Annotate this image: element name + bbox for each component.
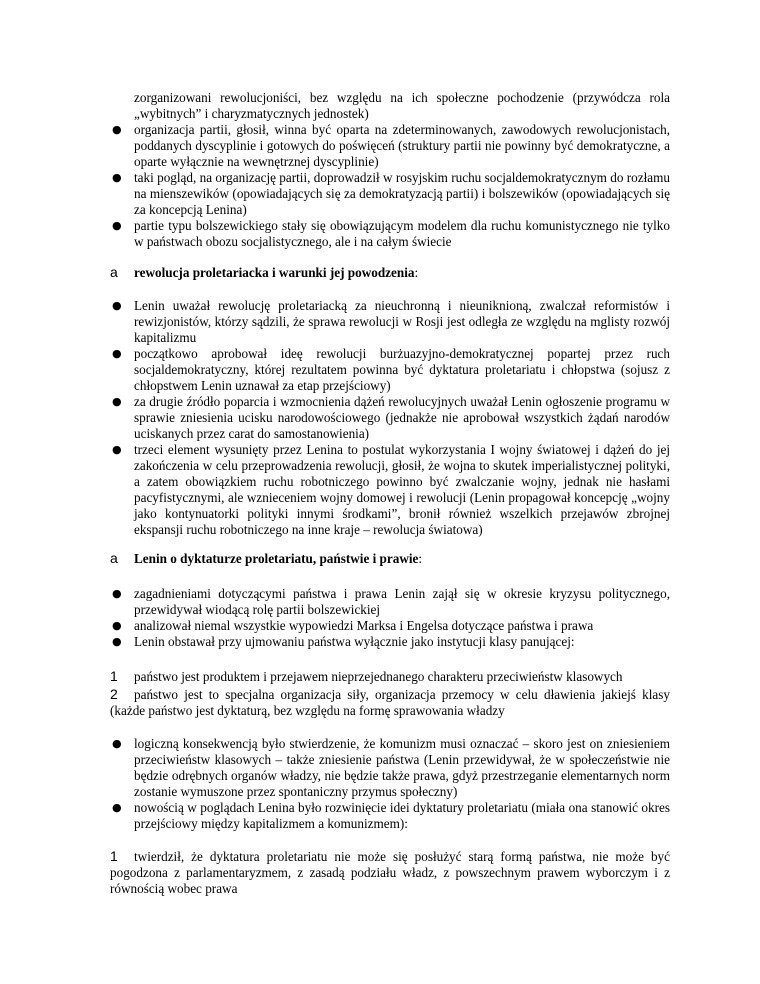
section-marker: a [110,550,118,566]
section-heading-dictatorship: a Lenin o dyktaturze proletariatu, państwie i prawie: [110,550,423,566]
bullet-icon: ● [112,635,122,648]
bullet-icon: ● [112,219,122,232]
list-item: ● za drugie źródło poparcia i wzmocnienia dążeń rewolucyjnych uważał Lenin ogłoszenie programu w sprawie zniesienia ucisku narodowościowego (jednakże nie aprobował wszystkich żądań narodów uciskanych przez carat do samostanowienia) [112,394,670,441]
bullet-icon: ● [112,123,122,136]
bullet-icon: ● [112,587,122,600]
list-item: ● początkowo aprobował ideę rewolucji burżuazyjno-demokratycznej popartej przez ruch socjaldemokratyczny, której rezultatem powinna być dyktatura proletariatu i chłopstwa (sojusz z chłopstwem Lenin uznawał za etap przejściowy) [112,346,670,393]
item-number: 1 [110,848,118,864]
section-heading-revolution: a rewolucja proletariacka i warunki jej powodzenia: [110,264,419,280]
section-title: rewolucja proletariacka i warunki jej powodzenia [134,265,415,280]
list-item: ● logiczną konsekwencją było stwierdzenie, że komunizm musi oznaczać – skoro jest on zniesieniem przeciwieństw klasowych – także zniesienie państwa (Lenin przewidywał, że w społeczeństwie nie będzie odrębnych organów władzy, nie będzie także prawa, gdyż przestrzeganie elementarnych norm zostanie wymuszone przez spontaniczny przymus społeczny) [112,736,670,799]
item-number: 2 [110,686,118,702]
section-marker: a [110,264,118,280]
bullet-icon: ● [112,299,122,312]
section-title: Lenin o dyktaturze proletariatu, państwie i prawie [134,551,419,566]
bullet-icon: ● [112,395,122,408]
list-item: ● Lenin obstawał przy ujmowaniu państwa wyłącznie jako instytucji klasy panującej: [112,634,575,649]
list-item: ● taki pogląd, na organizację partii, doprowadził w rosyjskim ruchu socjaldemokratycznym do rozłamu na mienszewików (opowiadających się za demokratyzacją partii) i bolszewików (opowiadających się za koncepcją Lenina) [112,170,670,217]
numbered-item: 1 twierdził, że dyktatura proletariatu nie może się posłużyć starą formą państwa, nie może być pogodzona z parlamentaryzmem, z zasadą podziału władz, z powszechnym prawem wyborczym i z równością wobec prawa [110,848,670,896]
list-item: ● Lenin uważał rewolucję proletariacką za nieuchronną i nieuniknioną, zwalczał reformistów i rewizjonistów, którzy sądzili, że sprawa rewolucji w Rosji jest odległa ze względu na mglisty rozwój kapitalizmu [112,298,670,345]
state-law-list [110,586,670,650]
list-item: ● organizacja partii, głosił, winna być oparta na zdeterminowanych, zawodowych rewolucjonistach, poddanych dyscyplinie i gotowych do poświęceń (struktury partii nie powinny być demokratyczne, a oparte wyłącznie na wewnętrznej dyscyplinie) [112,122,670,169]
list-item: ● trzeci element wysunięty przez Lenina to postulat wykorzystania I wojny światowej i dążeń do jej zakończenia w celu przeprowadzenia rewolucji, głosił, że wojna to skutek imperialistycznej polityki, a zatem obowiązkiem ruchu robotniczego powinno być zwalczanie wojny, jednak nie hasłami pacyfistycznymi, ale wznieceniem wojny domowej i rewolucji (Lenin propagował koncepcję „wojny jako kontynuatorki polityki innymi środkami”, bronił również wszelkich przejawów zbrojnej ekspansji ruchu robotniczego na inne kraje – rewolucja światowa) [112,442,670,537]
revolution-list [110,298,670,538]
bullet-icon: ● [112,443,122,456]
bullet-icon: ● [112,619,122,632]
bullet-icon: ● [112,171,122,184]
list-item: ● partie typu bolszewickiego stały się obowiązującym modelem dla ruchu komunistycznego nie tylko w państwach obozu socjalistycznego, ale i na całym świecie [112,218,670,249]
bullet-icon: ● [112,347,122,360]
top-list [110,90,670,250]
list-item: zorganizowani rewolucjoniści, bez względu na ich społeczne pochodzenie (przywódcza rola „wybitnych” i charyzmatycznych jednostek) [134,90,670,121]
bullet-icon: ● [112,801,122,814]
bullet-icon: ● [112,737,122,750]
list-item: ● nowością w poglądach Lenina było rozwinięcie idei dyktatury proletariatu (miała ona stanowić okres przejściowy między kapitalizmem a komunizmem): [112,800,670,831]
communism-list [110,736,670,832]
list-item: ● zagadnieniami dotyczącymi państwa i prawa Lenin zajął się w okresie kryzysu politycznego, przewidywał wiodącą rolę partii bolszewickiej [112,586,670,617]
item-number: 1 [110,668,118,684]
numbered-item: 2 państwo jest to specjalna organizacja siły, organizacja przemocy w celu dławienia jakiejś klasy (każde państwo jest dyktaturą, bez względu na formę sprawowania władzy [110,686,670,718]
numbered-item: 1 państwo jest produktem i przejawem nieprzejednanego charakteru przeciwieństw klasowych [110,668,623,684]
list-item: ● analizował niemal wszystkie wypowiedzi Marksa i Engelsa dotyczące państwa i prawa [112,618,594,633]
